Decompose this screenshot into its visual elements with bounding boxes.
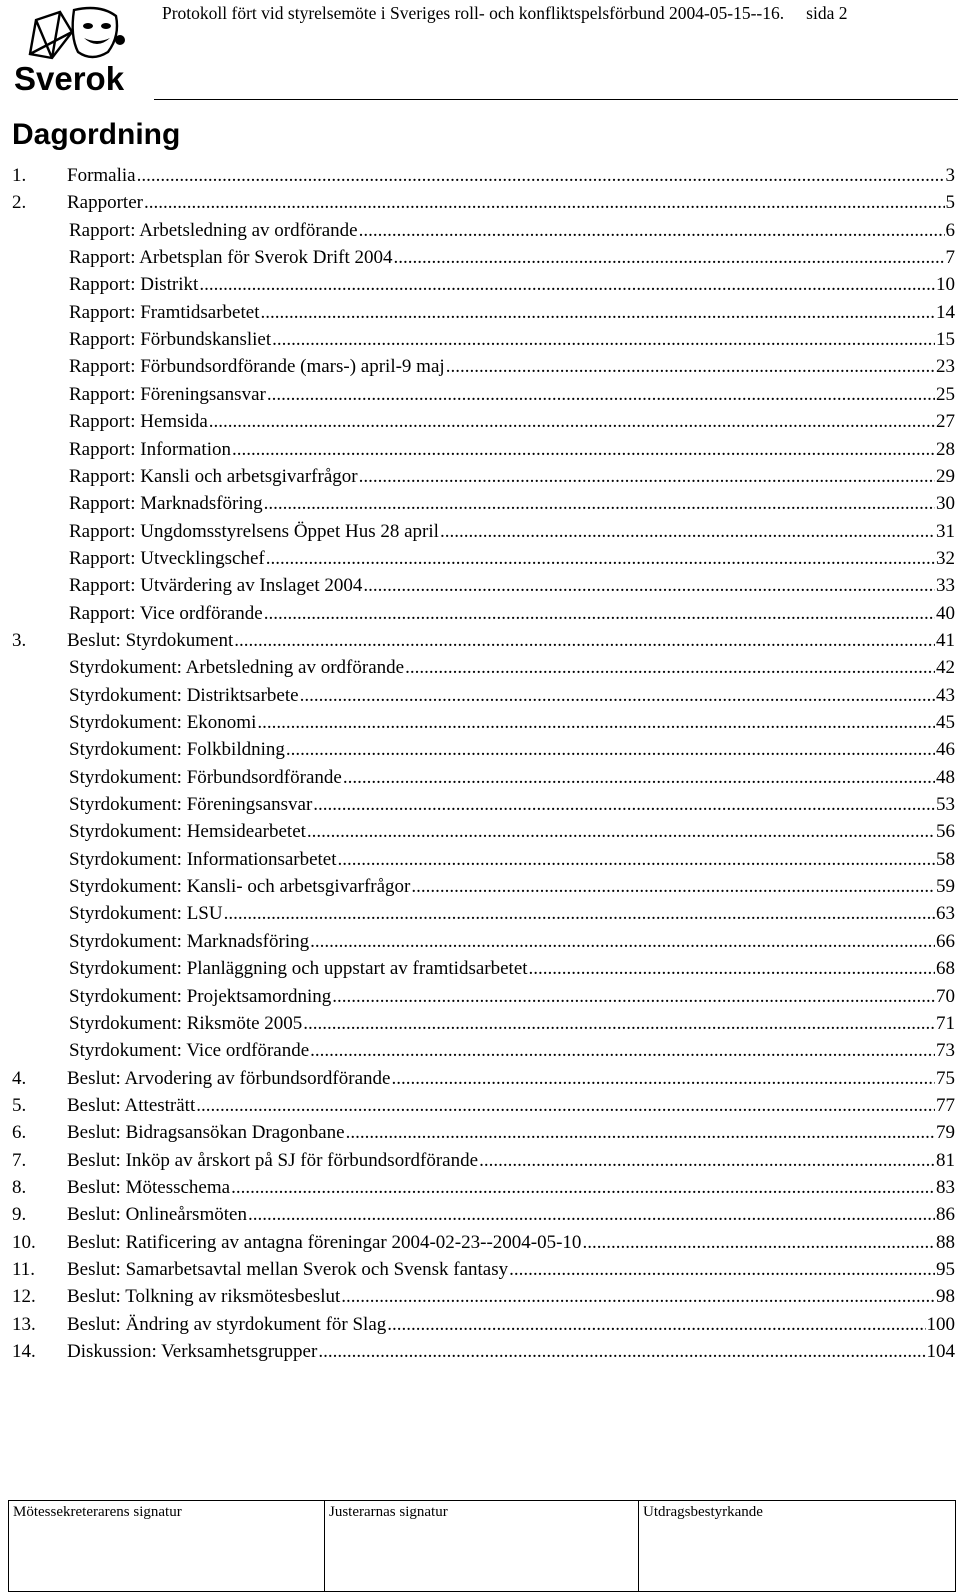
- extract-certification-label: Utdragsbestyrkande: [643, 1504, 763, 1520]
- toc-entry[interactable]: [0, 490, 955, 518]
- toc-entry-line: [67, 1201, 955, 1229]
- toc-entry-page: 43: [936, 684, 955, 706]
- toc-entry-line: [69, 736, 955, 764]
- toc-entry-page: 77: [936, 1094, 955, 1116]
- toc-entry-page: 79: [936, 1122, 955, 1144]
- toc-entry-line: [69, 654, 955, 682]
- toc-entry-page: 88: [936, 1231, 955, 1253]
- toc-entry[interactable]: [0, 1010, 955, 1038]
- toc-entry-label: Styrdokument: Kansli- och arbetsgivarfrågor: [69, 876, 411, 898]
- toc-dot-leader: [307, 818, 935, 846]
- toc-entry[interactable]: [0, 900, 955, 928]
- toc-entry-line: [69, 545, 955, 573]
- toc-entry-line: [67, 627, 955, 655]
- toc-entry[interactable]: [0, 709, 955, 737]
- toc-entry-page: 28: [936, 438, 955, 460]
- toc-entry-line: [67, 1092, 955, 1120]
- toc-entry-label: Styrdokument: Folkbildning: [69, 739, 285, 761]
- toc-entry-line: [69, 955, 955, 983]
- toc-entry[interactable]: [0, 764, 955, 792]
- toc-dot-leader: [137, 162, 945, 190]
- toc-entry[interactable]: [0, 846, 955, 874]
- toc-entry-label: Beslut: Onlineårsmöten: [67, 1204, 247, 1226]
- toc-entry-page: 3: [945, 165, 955, 186]
- toc-entry-line: [69, 490, 955, 518]
- toc-entry-page: 100: [926, 1313, 955, 1335]
- toc-entry-page: 31: [936, 520, 955, 542]
- toc-entry-page: 73: [936, 1040, 955, 1062]
- toc-entry[interactable]: [0, 1256, 955, 1284]
- toc-dot-leader: [363, 572, 935, 600]
- toc-entry-number: 8.: [12, 1176, 27, 1198]
- toc-entry[interactable]: [0, 1037, 955, 1065]
- toc-entry-page: 53: [936, 794, 955, 816]
- toc-dot-leader: [257, 709, 935, 737]
- toc-entry-label: Rapport: Information: [69, 438, 231, 460]
- header-divider: [154, 99, 958, 100]
- toc-entry-page: 86: [936, 1204, 955, 1226]
- toc-entry[interactable]: [0, 1283, 955, 1311]
- toc-entry[interactable]: [0, 983, 955, 1011]
- toc-entry[interactable]: [0, 955, 955, 983]
- toc-entry[interactable]: [0, 873, 955, 901]
- toc-dot-leader: [272, 326, 935, 354]
- toc-dot-leader: [286, 736, 935, 764]
- toc-entry-line: [69, 326, 955, 354]
- toc-entry-number: 2.: [12, 192, 27, 214]
- toc-entry[interactable]: [0, 1311, 955, 1339]
- toc-entry-page: 30: [936, 493, 955, 515]
- toc-entry-label: Beslut: Attesträtt: [67, 1094, 196, 1116]
- toc-entry-label: Styrdokument: Ekonomi: [69, 712, 257, 733]
- toc-entry-label: Beslut: Samarbetsavtal mellan Sverok och Svensk fantasy: [67, 1259, 509, 1280]
- toc-entry-line: [69, 873, 955, 901]
- toc-dot-leader: [232, 436, 935, 464]
- toc-dot-leader: [264, 600, 935, 628]
- toc-entry-label: Rapport: Kansli och arbetsgivarfrågor: [69, 465, 358, 487]
- toc-entry-number: 6.: [12, 1122, 27, 1144]
- toc-dot-leader: [582, 1229, 935, 1257]
- toc-dot-leader: [144, 189, 945, 217]
- toc-entry-label: Rapport: Utvärdering av Inslaget 2004: [69, 575, 363, 597]
- toc-entry-label: Rapport: Utvecklingschef: [69, 547, 265, 569]
- toc-dot-leader: [387, 1311, 925, 1339]
- toc-entry-line: [67, 1147, 955, 1175]
- toc-dot-leader: [310, 928, 935, 956]
- toc-entry-page: 104: [926, 1341, 955, 1363]
- toc-entry-page: 5: [945, 192, 955, 214]
- toc-entry-number: 10.: [12, 1231, 36, 1253]
- toc-entry-page: 25: [936, 383, 955, 405]
- toc-entry-page: 63: [936, 903, 955, 925]
- toc-entry-line: [69, 244, 955, 272]
- toc-entry-line: [67, 1338, 955, 1366]
- toc-entry-label: Beslut: Arvodering av förbundsordförande: [67, 1067, 391, 1089]
- toc-dot-leader: [303, 1010, 935, 1038]
- toc-entry-page: 83: [936, 1176, 955, 1198]
- toc-entry-label: Rapport: Arbetsplan för Sverok Drift 2004: [69, 247, 393, 269]
- toc-entry[interactable]: [0, 654, 955, 682]
- toc-entry[interactable]: [0, 545, 955, 573]
- toc-entry-page: 33: [936, 575, 955, 597]
- toc-dot-leader: [411, 873, 935, 901]
- toc-dot-leader: [266, 545, 935, 573]
- toc-entry-line: [69, 928, 955, 956]
- toc-entry[interactable]: [0, 1201, 955, 1229]
- toc-entry-label: Styrdokument: Distriktsarbete: [69, 684, 299, 706]
- toc-entry-number: 12.: [12, 1286, 36, 1308]
- toc-entry-label: Styrdokument: Hemsidearbetet: [69, 821, 306, 843]
- toc-entry-line: [69, 764, 955, 792]
- toc-entry-page: 81: [936, 1149, 955, 1171]
- toc-entry-line: [69, 1010, 955, 1038]
- toc-entry-page: 27: [936, 411, 955, 433]
- toc-entry-line: [67, 1065, 955, 1093]
- toc-entry-line: [69, 682, 955, 710]
- toc-entry-number: 1.: [12, 165, 27, 186]
- toc-dot-leader: [446, 353, 935, 381]
- page-title: Dagordning: [12, 118, 181, 151]
- toc-entry-line: [69, 299, 955, 327]
- toc-entry-page: 95: [936, 1259, 955, 1280]
- signature-footer: [8, 1500, 956, 1592]
- toc-entry-page: 7: [945, 247, 955, 269]
- toc-entry-page: 46: [936, 739, 955, 761]
- toc-entry-page: 29: [936, 465, 955, 487]
- toc-entry-page: 75: [936, 1067, 955, 1089]
- toc-entry[interactable]: [0, 572, 955, 600]
- toc-entry-line: [69, 791, 955, 819]
- toc-entry[interactable]: [0, 1065, 955, 1093]
- toc-dot-leader: [199, 271, 935, 299]
- toc-entry-page: 41: [936, 629, 955, 651]
- toc-dot-leader: [338, 846, 935, 874]
- toc-dot-leader: [359, 217, 945, 245]
- toc-entry-label: Rapport: Förbundskansliet: [69, 329, 272, 351]
- toc-entry-page: 58: [936, 848, 955, 870]
- toc-dot-leader: [332, 983, 935, 1011]
- toc-entry-page: 14: [936, 301, 955, 323]
- toc-dot-leader: [359, 463, 935, 491]
- toc-dot-leader: [509, 1256, 935, 1284]
- toc-entry[interactable]: [0, 299, 955, 327]
- toc-dot-leader: [341, 1283, 935, 1311]
- toc-dot-leader: [267, 381, 935, 409]
- toc-entry[interactable]: [0, 1092, 955, 1120]
- toc-entry-number: 5.: [12, 1094, 27, 1116]
- toc-entry-line: [69, 518, 955, 546]
- toc-entry-line: [67, 189, 955, 217]
- toc-entry-label: Beslut: Styrdokument: [67, 629, 234, 651]
- toc-entry-label: Styrdokument: Vice ordförande: [69, 1040, 310, 1062]
- toc-entry-number: 3.: [12, 629, 27, 651]
- toc-entry-label: Styrdokument: Riksmöte 2005: [69, 1012, 303, 1034]
- toc-entry[interactable]: [0, 1119, 955, 1147]
- toc-entry[interactable]: [0, 1229, 955, 1257]
- toc-dot-leader: [318, 1338, 925, 1366]
- toc-entry[interactable]: [0, 518, 955, 546]
- toc-dot-leader: [310, 1037, 935, 1065]
- logo-wordmark: Sverok: [14, 60, 125, 96]
- toc-entry-label: Rapport: Vice ordförande: [69, 602, 263, 624]
- toc-entry[interactable]: [0, 463, 955, 491]
- toc-entry-page: 98: [936, 1286, 955, 1308]
- toc-entry-page: 23: [936, 356, 955, 378]
- toc-entry-label: Styrdokument: Informationsarbetet: [69, 848, 337, 870]
- toc-entry-number: 4.: [12, 1067, 27, 1089]
- toc-dot-leader: [313, 791, 935, 819]
- toc-entry-page: 66: [936, 930, 955, 952]
- toc-entry-label: Styrdokument: Föreningsansvar: [69, 794, 313, 816]
- toc-entry-number: 9.: [12, 1204, 27, 1226]
- secretary-signature-cell: [9, 1501, 325, 1591]
- running-header: [162, 3, 847, 24]
- toc-entry-page: 70: [936, 985, 955, 1007]
- toc-entry-label: Rapport: Arbetsledning av ordförande: [69, 219, 358, 241]
- toc-entry[interactable]: [0, 928, 955, 956]
- toc-dot-leader: [393, 244, 944, 272]
- toc-dot-leader: [529, 955, 935, 983]
- toc-entry-label: Formalia: [67, 165, 136, 186]
- toc-entry-label: Styrdokument: Marknadsföring: [69, 930, 310, 952]
- toc-entry-line: [67, 1283, 955, 1311]
- toc-entry-number: 13.: [12, 1313, 36, 1335]
- toc-dot-leader: [391, 1065, 935, 1093]
- toc-entry-page: 56: [936, 821, 955, 843]
- toc-entry-label: Styrdokument: Arbetsledning av ordförande: [69, 657, 405, 679]
- toc-entry-line: [67, 1119, 955, 1147]
- page-header: [0, 0, 960, 104]
- toc-entry-page: 40: [936, 602, 955, 624]
- toc-entry-page: 71: [936, 1012, 955, 1034]
- toc-entry-label: Diskussion: Verksamhetsgrupper: [67, 1341, 318, 1363]
- toc-entry[interactable]: [0, 271, 955, 299]
- adjusters-signature-label: Justerarnas signatur: [329, 1504, 448, 1520]
- toc-entry-page: 45: [936, 712, 955, 733]
- toc-entry-label: Rapporter: [67, 192, 143, 214]
- toc-entry[interactable]: [0, 736, 955, 764]
- toc-entry-label: Rapport: Förbundsordförande (mars-) april-9 maj: [69, 356, 445, 378]
- toc-dot-leader: [440, 518, 935, 546]
- toc-entry-label: Styrdokument: Projektsamordning: [69, 985, 332, 1007]
- toc-entry-label: Rapport: Hemsida: [69, 411, 208, 433]
- toc-entry[interactable]: [0, 818, 955, 846]
- toc-entry-page: 68: [936, 958, 955, 980]
- toc-dot-leader: [234, 627, 935, 655]
- toc-dot-leader: [224, 900, 935, 928]
- toc-entry-page: 6: [945, 219, 955, 241]
- toc-entry-page: 15: [936, 329, 955, 351]
- toc-dot-leader: [264, 490, 935, 518]
- toc-dot-leader: [260, 299, 935, 327]
- running-title: Protokoll fört vid styrelsemöte i Sveriges roll- och konfliktspelsförbund 2004-05-15--16.: [162, 3, 785, 23]
- toc-dot-leader: [300, 682, 935, 710]
- toc-entry-line: [69, 436, 955, 464]
- toc-entry-number: 11.: [12, 1259, 36, 1280]
- toc-entry-label: Rapport: Marknadsföring: [69, 493, 263, 515]
- adjusters-signature-cell: [325, 1501, 639, 1591]
- toc-entry[interactable]: [0, 1338, 955, 1366]
- toc-entry[interactable]: [0, 408, 955, 436]
- toc-entry[interactable]: [0, 189, 955, 217]
- toc-entry-label: Rapport: Föreningsansvar: [69, 383, 266, 405]
- sverok-logo: [12, 2, 142, 96]
- toc-entry-number: 7.: [12, 1149, 27, 1171]
- toc-entry-label: Beslut: Bidragsansökan Dragonbane: [67, 1122, 345, 1144]
- page-number: sida 2: [806, 3, 848, 23]
- toc-entry[interactable]: [0, 627, 955, 655]
- toc-entry[interactable]: [0, 791, 955, 819]
- toc-entry-page: 32: [936, 547, 955, 569]
- toc-entry-page: 42: [936, 657, 955, 679]
- toc-entry-label: Rapport: Distrikt: [69, 274, 199, 296]
- toc-entry[interactable]: [0, 244, 955, 272]
- toc-entry[interactable]: [0, 353, 955, 381]
- toc-entry[interactable]: [0, 326, 955, 354]
- secretary-signature-label: Mötessekreterarens signatur: [13, 1504, 182, 1520]
- toc-dot-leader: [248, 1201, 935, 1229]
- toc-entry-line: [69, 600, 955, 628]
- toc-entry[interactable]: [0, 217, 955, 245]
- toc-entry-line: [69, 463, 955, 491]
- toc-entry-label: Beslut: Ändring av styrdokument för Slag: [67, 1313, 387, 1335]
- toc-entry-line: [69, 271, 955, 299]
- toc-entry-label: Beslut: Mötesschema: [67, 1176, 231, 1198]
- toc-entry-line: [69, 381, 955, 409]
- toc-entry-line: [69, 353, 955, 381]
- toc-dot-leader: [405, 654, 935, 682]
- toc-entry-label: Beslut: Inköp av årskort på SJ för förbundsordförande: [67, 1149, 479, 1171]
- toc-entry[interactable]: [0, 162, 955, 190]
- toc-entry[interactable]: [0, 436, 955, 464]
- toc-dot-leader: [479, 1147, 935, 1175]
- toc-dot-leader: [196, 1092, 935, 1120]
- toc-entry[interactable]: [0, 682, 955, 710]
- toc-entry-line: [69, 846, 955, 874]
- toc-entry[interactable]: [0, 1147, 955, 1175]
- toc-entry-line: [67, 162, 955, 190]
- toc-dot-leader: [231, 1174, 935, 1202]
- toc-entry-label: Beslut: Ratificering av antagna föreningar 2004-02-23--2004-05-10: [67, 1231, 582, 1253]
- toc-entry-line: [69, 983, 955, 1011]
- toc-entry-label: Rapport: Framtidsarbetet: [69, 301, 260, 323]
- toc-entry-line: [69, 408, 955, 436]
- toc-entry[interactable]: [0, 600, 955, 628]
- toc-entry-line: [69, 217, 955, 245]
- toc-entry-line: [69, 709, 955, 737]
- toc-entry-page: 59: [936, 876, 955, 898]
- toc-entry-line: [69, 900, 955, 928]
- toc-entry-line: [67, 1256, 955, 1284]
- toc-entry-line: [69, 1037, 955, 1065]
- toc-entry[interactable]: [0, 381, 955, 409]
- toc-entry-page: 48: [936, 766, 955, 788]
- toc-entry[interactable]: [0, 1174, 955, 1202]
- toc-entry-label: Styrdokument: Förbundsordförande: [69, 766, 342, 788]
- toc-entry-page: 10: [936, 274, 955, 296]
- toc-dot-leader: [343, 764, 935, 792]
- toc-entry-line: [67, 1229, 955, 1257]
- extract-certification-cell: [639, 1501, 955, 1591]
- toc-entry-label: Styrdokument: LSU: [69, 903, 223, 925]
- toc-entry-label: Beslut: Tolkning av riksmötesbeslut: [67, 1286, 341, 1308]
- toc-entry-label: Styrdokument: Planläggning och uppstart av framtidsarbetet: [69, 958, 528, 980]
- toc-entry-line: [69, 818, 955, 846]
- toc-entry-label: Rapport: Ungdomsstyrelsens Öppet Hus 28 april: [69, 520, 439, 542]
- toc-entry-line: [69, 572, 955, 600]
- toc-entry-number: 14.: [12, 1341, 36, 1363]
- toc-entry-line: [67, 1174, 955, 1202]
- toc-entry-line: [67, 1311, 955, 1339]
- toc-dot-leader: [209, 408, 935, 436]
- toc-dot-leader: [346, 1119, 935, 1147]
